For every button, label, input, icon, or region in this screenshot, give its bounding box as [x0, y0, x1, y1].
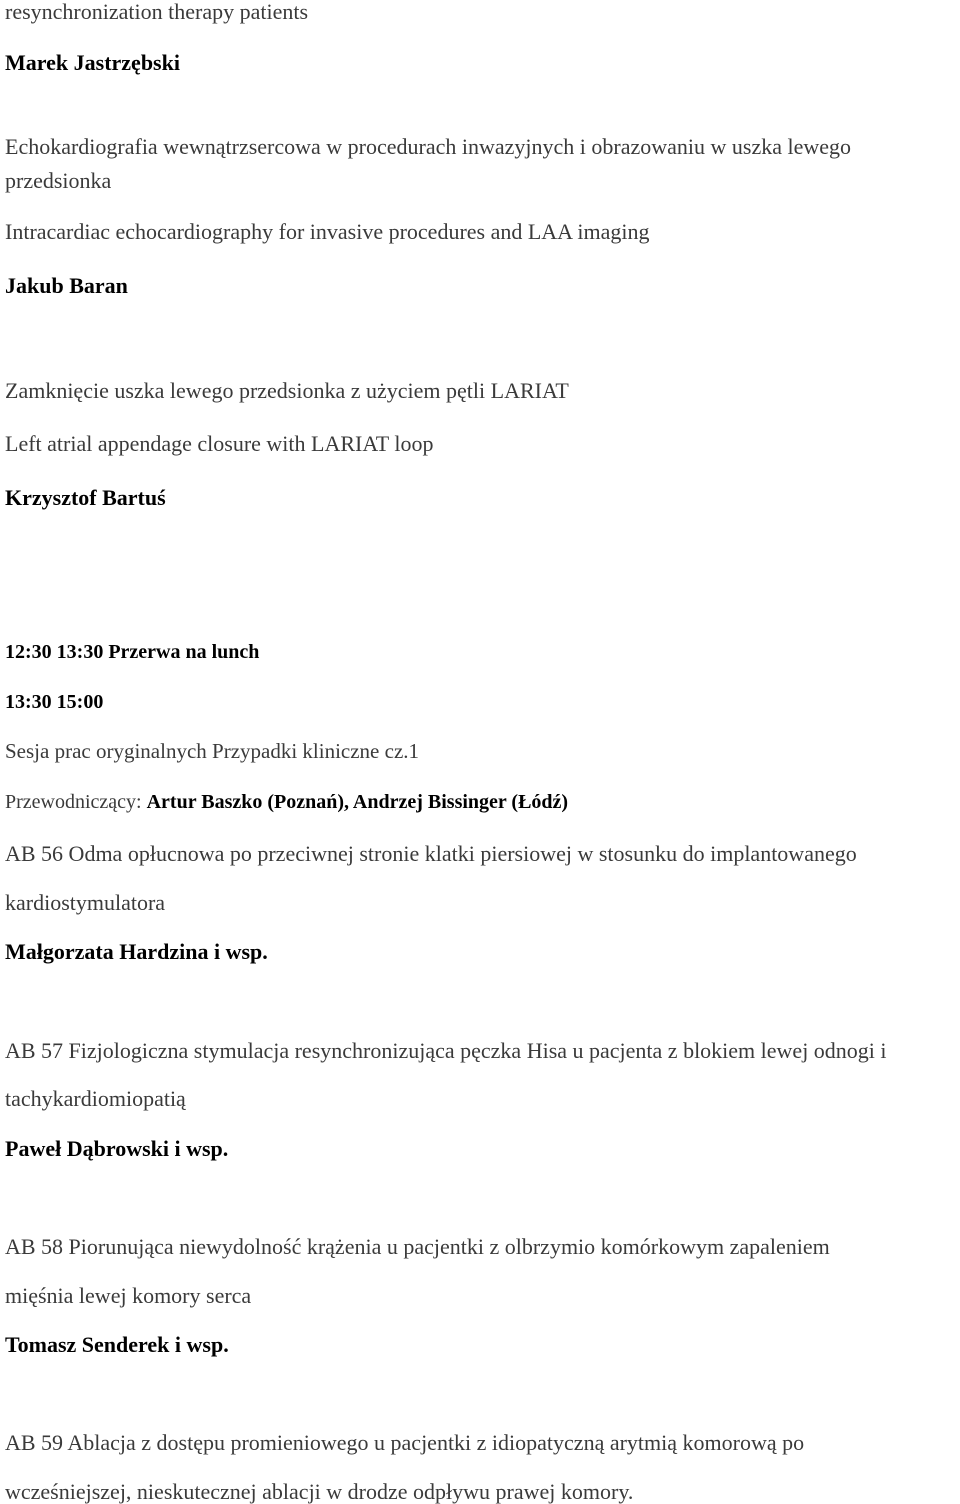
abstract-title-cont: tachykardiomiopatią [5, 1086, 186, 1111]
abstract-authors: Tomasz Senderek i wsp. [5, 1332, 229, 1357]
session-title: Sesja prac oryginalnych Przypadki kliniczne cz.1 [5, 739, 420, 763]
lunch-break: 12:30 13:30 Przerwa na lunch [5, 641, 260, 663]
session-chairs [5, 792, 568, 812]
abstract-title: AB 58 Piorunująca niewydolność krążenia u pacjentki z olbrzymio komórkowym zapaleniem [5, 1234, 830, 1259]
chairs-names: Artur Baszko (Poznań), Andrzej Bissinger (Łódź) [146, 791, 569, 813]
talk-title-en: Intracardiac echocardiography for invasive procedures and LAA imaging [5, 219, 650, 244]
abstract-authors: Paweł Dąbrowski i wsp. [5, 1136, 229, 1161]
talk-title-en: Left atrial appendage closure with LARIAT loop [5, 431, 434, 456]
abstract-title: AB 56 Odma opłucnowa po przeciwnej stronie klatki piersiowej w stosunku do implantowanego [5, 841, 857, 866]
abstract-title: AB 57 Fizjologiczna stymulacja resynchronizująca pęczka Hisa u pacjenta z blokiem lewej odnogi i [5, 1038, 887, 1063]
speaker-name: Marek Jastrzębski [5, 50, 180, 75]
talk-title-pl-cont: przedsionka [5, 168, 112, 193]
abstract-title-cont: mięśnia lewej komory serca [5, 1283, 252, 1308]
talk-title-pl: Zamknięcie uszka lewego przedsionka z użyciem pętli LARIAT [5, 378, 569, 403]
abstract-authors: Małgorzata Hardzina i wsp. [5, 939, 268, 964]
chairs-label: Przewodniczący: [5, 791, 147, 813]
speaker-name: Jakub Baran [5, 273, 128, 298]
abstract-title: AB 59 Ablacja z dostępu promieniowego u pacjentki z idiopatyczną arytmią komorową po [5, 1430, 805, 1455]
abstract-title-cont: kardiostymulatora [5, 890, 166, 915]
talk-title-tail: resynchronization therapy patients [5, 0, 309, 24]
speaker-name: Krzysztof Bartuś [5, 485, 166, 510]
abstract-title-cont: wcześniejszej, nieskutecznej ablacji w drodze odpływu prawej komory. [5, 1479, 634, 1504]
talk-title-pl: Echokardiografia wewnątrzsercowa w procedurach inwazyjnych i obrazowaniu w uszka lewego [5, 134, 852, 159]
session-time: 13:30 15:00 [5, 691, 104, 713]
